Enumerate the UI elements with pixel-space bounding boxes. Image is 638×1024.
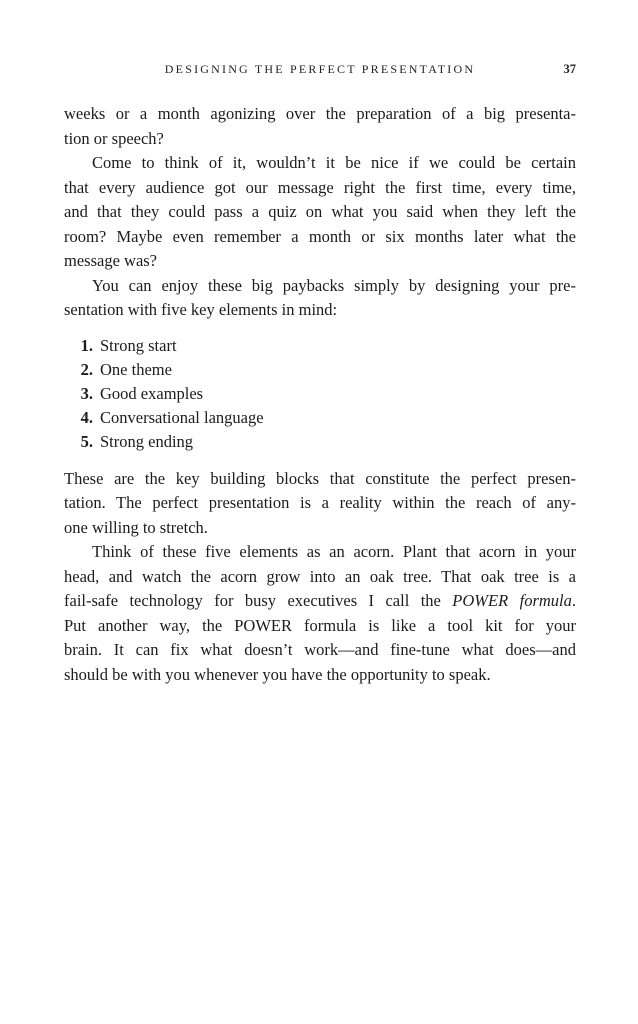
list-number: 2. [80, 359, 93, 379]
text-line: tation. The perfect presentation is a reality within the reach of any- [64, 493, 576, 513]
text-line: weeks or a month agonizing over the preparation of a big presenta- [64, 104, 576, 123]
text-line: message was? [64, 251, 158, 270]
text-line: These are the key building blocks that constitute the perfect presen- [64, 468, 576, 488]
page-content [64, 62, 576, 687]
list-number: 3. [80, 383, 93, 403]
list-item [73, 358, 576, 382]
page-header [64, 62, 576, 80]
list-item [73, 334, 576, 358]
paragraph-1 [64, 102, 576, 151]
text-line: room? Maybe even remember a month or six months later what the [64, 226, 576, 246]
list-label: Strong start [100, 335, 177, 355]
paragraph-3 [64, 274, 576, 323]
text-line: brain. It can fix what doesn’t work—and fine-tune what does—and [64, 640, 576, 660]
list-number: 5. [80, 432, 93, 452]
italic-phrase: POWER formula [452, 591, 572, 611]
list-number: 1. [80, 335, 93, 355]
list-item [73, 406, 576, 430]
list-label: Conversational language [100, 408, 264, 428]
text-line: and that they could pass a quiz on what you said when they left the [64, 202, 576, 221]
text-line: that every audience got our message right the first time, every time, [64, 177, 576, 197]
numbered-list [64, 334, 576, 455]
text-line: You can enjoy these big paybacks simply by designing your pre- [92, 275, 576, 295]
text-line: sentation with five key elements in mind: [64, 300, 338, 319]
list-label: One theme [100, 359, 172, 379]
body-text [64, 102, 576, 687]
text-line [64, 589, 576, 614]
text-line: head, and watch the acorn grow into an oak tree. That oak tree is a [64, 566, 576, 586]
text-segment: . [571, 591, 577, 611]
running-head-title: DESIGNING THE PERFECT PRESENTATION [164, 62, 476, 76]
text-line: Put another way, the POWER formula is like a tool kit for your [64, 615, 576, 635]
text-line: should be with you whenever you have the opportunity to speak. [64, 664, 491, 684]
text-segment: fail-safe technology for busy executives I call the [64, 591, 453, 611]
list-number: 4. [80, 408, 93, 428]
text-line: Come to think of it, wouldn’t it be nice if we could be certain [92, 153, 576, 172]
list-item [73, 430, 576, 454]
paragraph-5 [64, 540, 576, 687]
text-line: one willing to stretch. [64, 517, 208, 537]
list-label: Good examples [100, 383, 204, 403]
text-line: Think of these five elements as an acorn. Plant that acorn in your [92, 542, 576, 562]
list-label: Strong ending [100, 432, 194, 452]
paragraph-4 [64, 467, 576, 541]
paragraph-2 [64, 151, 576, 274]
list-item [73, 382, 576, 406]
text-line: tion or speech? [64, 128, 164, 148]
page-number: 37 [563, 62, 576, 76]
